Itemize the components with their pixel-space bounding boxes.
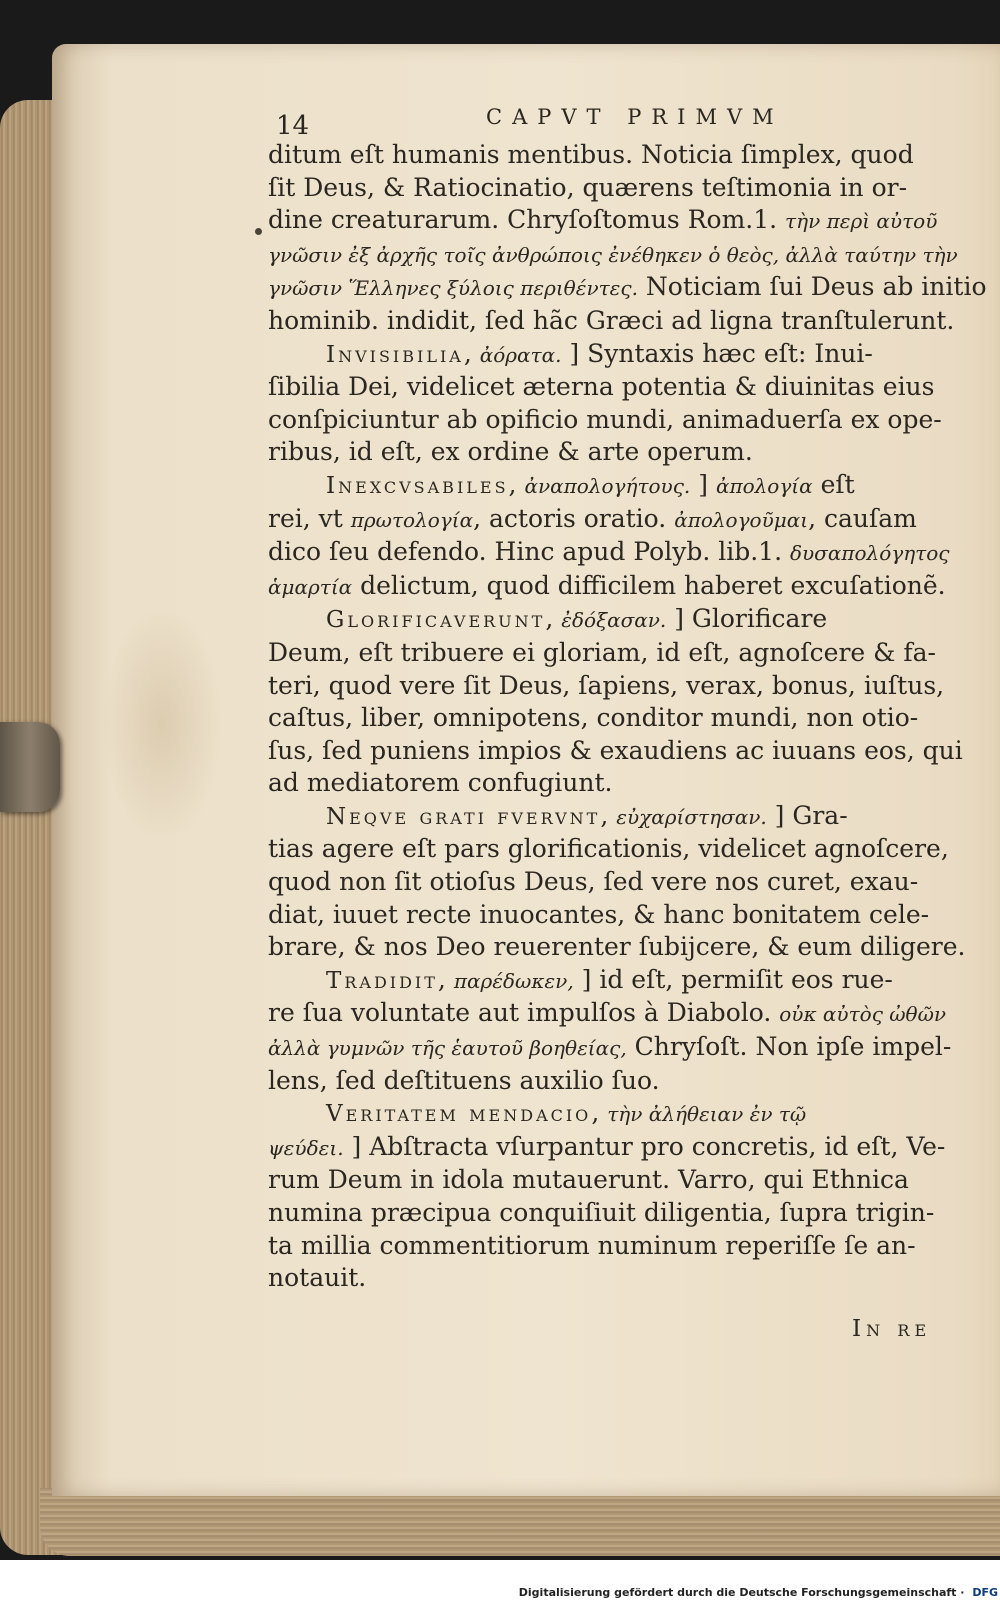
- text-line: [218, 436, 958, 469]
- body-text: [218, 97, 987, 1295]
- book-clasp: [0, 722, 60, 812]
- text-line: [218, 1065, 958, 1098]
- text-line: [218, 238, 958, 272]
- text-line: [218, 1097, 958, 1131]
- latin-text: , actoris oratio.: [473, 503, 675, 533]
- greek-text: ἀόρατα.: [479, 342, 562, 367]
- latin-text: tias agere eſt pars glorificationis, videlicet agnoſcere,: [268, 834, 949, 864]
- latin-text: ,: [508, 469, 525, 499]
- text-line: [218, 570, 958, 604]
- latin-text: ribus, id eſt, ex ordine & arte operum.: [268, 437, 753, 467]
- greek-text: τὴν περὶ αὐτοῦ: [785, 209, 938, 234]
- text-line: [218, 204, 958, 238]
- text-line: [218, 503, 958, 537]
- text-line: [218, 702, 958, 735]
- latin-text: ,: [591, 1098, 608, 1128]
- latin-text: ,: [600, 800, 617, 830]
- latin-text: quod non ſit otioſus Deus, ſed vere nos curet, exau-: [268, 867, 919, 897]
- latin-text: ſit Deus, & Ratiocinatio, quærens teſtimonia in or-: [268, 172, 908, 202]
- greek-text: γνῶσιν ἐξ ἀρχῆς τοῖς ἀνθρώποις ἐνέθηκεν ὁ θεὸς, ἀλλὰ ταύτην τὴν: [268, 242, 958, 267]
- lemma-heading: Tradidit: [326, 967, 438, 994]
- latin-text: teri, quod vere ſit Deus, ſapiens, verax, bonus, iuſtus,: [268, 670, 945, 700]
- lemma-heading: Glorificaverunt: [326, 607, 546, 634]
- text-line: [218, 800, 958, 834]
- latin-text: numina præcipua conquiſiuit diligentia, ſupra trigin-: [268, 1198, 935, 1227]
- greek-text: γνῶσιν Ἕλληνες ξύλοις περιθέντες.: [268, 276, 638, 301]
- text-line: [218, 371, 958, 404]
- greek-text: ἀπολογοῦμαι: [674, 507, 809, 532]
- greek-text: πρωτολογία: [350, 507, 474, 532]
- latin-text: ta millia commentitiorum numinum reperiſſe ſe an-: [268, 1230, 916, 1260]
- greek-text: ἐδόξασαν.: [561, 608, 667, 633]
- text-line: [218, 637, 958, 670]
- latin-text: ,: [437, 964, 454, 994]
- latin-text: ditum eſt humanis mentibus. Noticia ſimplex, quod: [268, 140, 914, 169]
- latin-text: ]: [690, 469, 716, 499]
- latin-text: conſpiciuntur ab opificio mundi, animaduerſa ex ope-: [268, 404, 942, 434]
- latin-text: caſtus, liber, omnipotens, conditor mundi, non otio-: [268, 703, 919, 733]
- latin-text: Noticiam ſui Deus ab initio: [637, 272, 987, 302]
- latin-text: ] Glorificare: [666, 604, 828, 634]
- text-line: [218, 931, 966, 964]
- greek-text: ἀναπολογήτους.: [524, 473, 691, 498]
- latin-text: ] Gra-: [766, 800, 848, 830]
- latin-text: hominib. indidit, ſed hãc Græci ad ligna tranſtulerunt.: [268, 305, 955, 335]
- text-line: [218, 1131, 958, 1165]
- latin-text: ] id eſt, permiſit eos rue-: [573, 964, 893, 994]
- latin-text: eſt: [812, 469, 855, 499]
- greek-text: ψεύδει.: [268, 1135, 344, 1160]
- latin-text: notauit.: [268, 1263, 367, 1293]
- text-line: [218, 1197, 958, 1230]
- text-line: [218, 1230, 958, 1263]
- latin-text: , cauſam: [808, 503, 917, 533]
- latin-text: dico ſeu defendo. Hinc apud Polyb. lib.1.: [268, 537, 790, 567]
- latin-text: ſus, ſed puniens impios & exaudiens ac iuuans eos, qui: [268, 735, 963, 765]
- latin-text: diat, iuuet recte inuocantes, & hanc bonitatem cele-: [268, 899, 930, 929]
- greek-text: οὐκ αὐτὸς ὠθῶν: [779, 1002, 947, 1027]
- text-line: [218, 271, 987, 305]
- dfg-logo: DFG: [972, 1586, 998, 1599]
- text-line: [218, 964, 958, 998]
- latin-text: ] Abſtracta vſurpantur pro concretis, id eſt, Ve-: [343, 1131, 946, 1161]
- latin-text: delictum, quod difficilem haberet excuſationẽ.: [352, 570, 946, 600]
- greek-text: ἀλλὰ γυμνῶν τῆς ἑαυτοῦ βοηθείας,: [268, 1036, 627, 1061]
- footer-text: Digitalisierung gefördert durch die Deutsche Forschungsgemeinschaft: [518, 1586, 957, 1599]
- lemma-heading: Neqve grati fvervnt: [326, 803, 601, 830]
- text-line: [218, 305, 958, 338]
- text-line: [218, 172, 958, 205]
- text-line: [218, 866, 958, 899]
- greek-text: δυσαπολόγητος: [789, 541, 950, 566]
- book-bottom-edge: [40, 1488, 1000, 1556]
- latin-text: ] Syntaxis hæc eſt: Inui-: [561, 338, 873, 368]
- footer-credit: Digitalisierung gefördert durch die Deutsche Forschungsgemeinschaft · DFG: [518, 1586, 998, 1599]
- text-line: [218, 899, 958, 932]
- latin-text: lens, ſed deſtituens auxilio ſuo.: [268, 1065, 660, 1095]
- latin-text: rum Deum in idola mutauerunt. Varro, qui Ethnica: [268, 1165, 909, 1195]
- text-line: [218, 670, 958, 703]
- text-line: [218, 997, 958, 1031]
- greek-text: εὐχαρίστησαν.: [616, 804, 767, 829]
- text-line: [218, 338, 958, 372]
- lemma-heading: Veritatem mendacio: [326, 1101, 592, 1128]
- page-number: 14: [276, 111, 310, 141]
- text-line: [218, 139, 958, 172]
- lemma-heading: Invisibilia: [326, 341, 464, 368]
- latin-text: re ſua voluntate aut impulſos à Diabolo.: [268, 998, 780, 1028]
- text-line: [218, 469, 958, 503]
- latin-text: ad mediatorem confugiunt.: [268, 768, 613, 798]
- text-line: [218, 536, 958, 570]
- paper-stain: [102, 604, 222, 844]
- latin-text: rei, vt: [268, 503, 351, 533]
- greek-text: τὴν ἀλήθειαν ἐν τῷ: [607, 1102, 807, 1127]
- text-line: [218, 1262, 958, 1295]
- latin-text: ſibilia Dei, videlicet æterna potentia & diuinitas eius: [268, 372, 935, 402]
- text-line: [218, 833, 958, 866]
- latin-text: Deum, eſt tribuere ei gloriam, id eſt, agnoſcere & fa-: [268, 637, 936, 667]
- text-line: [218, 603, 958, 637]
- latin-text: dine creaturarum. Chryſoſtomus Rom.1.: [268, 205, 786, 235]
- text-line: [218, 735, 963, 768]
- text-line: [218, 1164, 958, 1197]
- text-line: [218, 767, 958, 800]
- text-line: [218, 1031, 958, 1065]
- latin-text: ,: [545, 604, 562, 634]
- greek-text: ἀπολογία: [715, 473, 813, 498]
- text-line: [218, 404, 958, 437]
- latin-text: Chryſoſt. Non ipſe impel-: [626, 1032, 952, 1062]
- latin-text: ,: [463, 338, 480, 368]
- greek-text: ἁμαρτία: [268, 574, 353, 599]
- latin-text: brare, & nos Deo reuerenter ſubijcere, & eum diligere.: [268, 932, 966, 962]
- running-head: CAPVT PRIMVM: [486, 105, 784, 129]
- lemma-heading: Inexcvsabiles: [326, 472, 509, 499]
- catchword: In re: [852, 1316, 932, 1342]
- greek-text: παρέδωκεν,: [453, 968, 574, 993]
